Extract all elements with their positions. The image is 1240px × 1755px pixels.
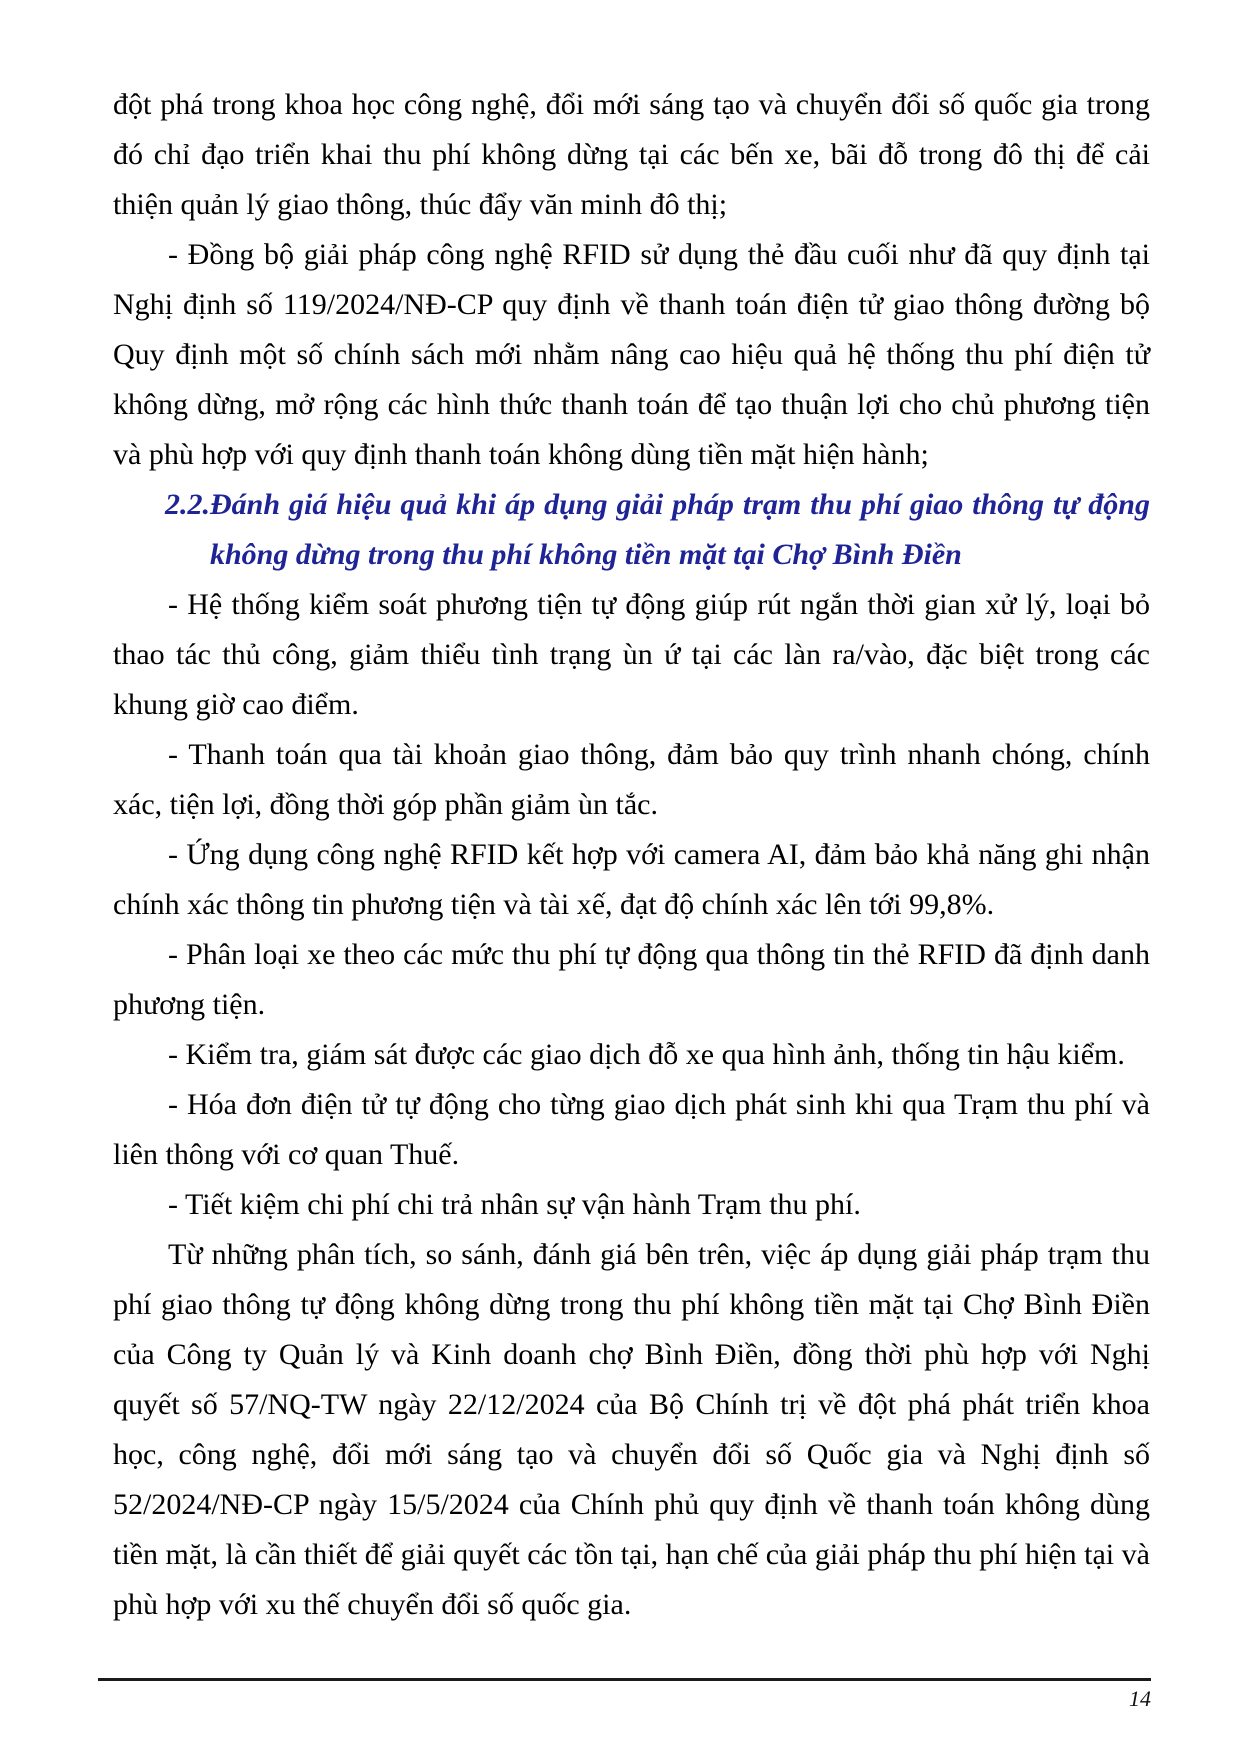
- page-body: [113, 80, 1150, 1630]
- section-heading-line-2: không dừng trong thu phí không tiền mặt tại Chợ Bình Điền: [210, 538, 962, 571]
- page-number: 14: [1129, 1686, 1151, 1711]
- paragraph: - Kiểm tra, giám sát được các giao dịch đỗ xe qua hình ảnh, thống tin hậu kiểm.: [168, 1038, 1125, 1071]
- paragraph: - Đồng bộ giải pháp công nghệ RFID sử dụng thẻ đầu cuối như đã quy định tại Nghị định số 119/2024/NĐ-CP quy định về thanh toán điện tử giao thông đường bộ Quy định một số chính sách mới nhằm nâng cao hiệu quả hệ thống thu phí điện tử không dừng, mở rộng các hình thức thanh toán để tạo thuận lợi cho chủ phương tiện và phù hợp với quy định thanh toán không dùng tiền mặt hiện hành;: [113, 238, 1150, 471]
- paragraph: Từ những phân tích, so sánh, đánh giá bên trên, việc áp dụng giải pháp trạm thu phí giao thông tự động không dừng trong thu phí không tiền mặt tại Chợ Bình Điền của Công ty Quản lý và Kinh doanh chợ Bình Điền, đồng thời phù hợp với Nghị quyết số 57/NQ-TW ngày 22/12/2024 của Bộ Chính trị về đột phá phát triển khoa học, công nghệ, đổi mới sáng tạo và chuyển đổi số Quốc gia và Nghị định số 52/2024/NĐ-CP ngày 15/5/2024 của Chính phủ quy định về thanh toán không dùng tiền mặt, là cần thiết để giải quyết các tồn tại, hạn chế của giải pháp thu phí hiện tại và phù hợp với xu thế chuyển đổi số quốc gia.: [113, 1238, 1150, 1621]
- paragraph: - Tiết kiệm chi phí chi trả nhân sự vận hành Trạm thu phí.: [168, 1188, 861, 1221]
- paragraph: - Hệ thống kiểm soát phương tiện tự động giúp rút ngắn thời gian xử lý, loại bỏ thao tác thủ công, giảm thiểu tình trạng ùn ứ tại các làn ra/vào, đặc biệt trong các khung giờ cao điểm.: [113, 588, 1150, 721]
- section-heading-line-1: 2.2.Đánh giá hiệu quả khi áp dụng giải pháp trạm thu phí giao thông tự động: [165, 488, 1150, 521]
- paragraph: đột phá trong khoa học công nghệ, đổi mới sáng tạo và chuyển đổi số quốc gia trong đó chỉ đạo triển khai thu phí không dừng tại các bến xe, bãi đỗ trong đô thị để cải thiện quản lý giao thông, thúc đẩy văn minh đô thị;: [113, 88, 1150, 221]
- page-footer: [98, 1678, 1151, 1711]
- paragraph: - Hóa đơn điện tử tự động cho từng giao dịch phát sinh khi qua Trạm thu phí và liên thông với cơ quan Thuế.: [113, 1088, 1150, 1171]
- paragraph: - Ứng dụng công nghệ RFID kết hợp với camera AI, đảm bảo khả năng ghi nhận chính xác thông tin phương tiện và tài xế, đạt độ chính xác lên tới 99,8%.: [113, 838, 1150, 921]
- paragraph: - Thanh toán qua tài khoản giao thông, đảm bảo quy trình nhanh chóng, chính xác, tiện lợi, đồng thời góp phần giảm ùn tắc.: [113, 738, 1150, 821]
- section-heading: [113, 480, 1150, 580]
- paragraph: - Phân loại xe theo các mức thu phí tự động qua thông tin thẻ RFID đã định danh phương tiện.: [113, 938, 1150, 1021]
- footer-divider: [98, 1678, 1151, 1681]
